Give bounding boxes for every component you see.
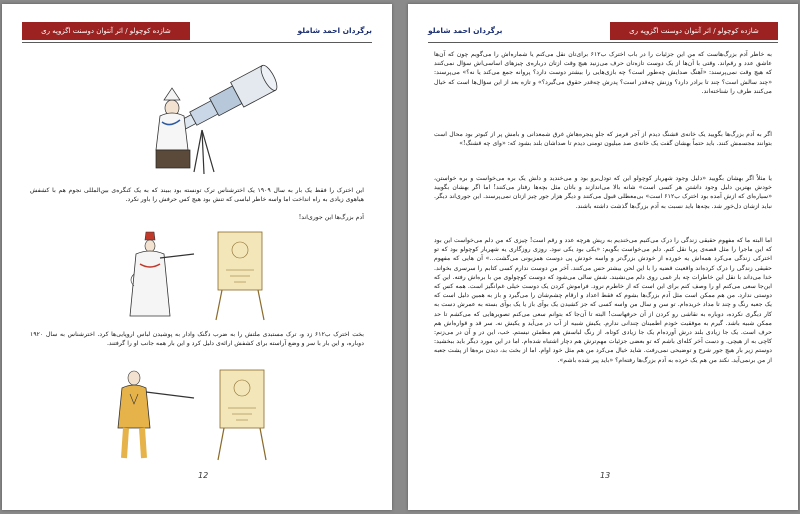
paragraph-astronomer-1909: این اخترک را فقط یک بار به سال ۱۹۰۹ یک اخترشناس ترک تونسته بود ببیند که به یک کنگره‌ی بین‌المللی نجوم هم با کشفش هیاهوی زیادی به راه انداخت اما واسه خاطر لباسی که تنش بود هیچ کس حرفش را باور نکرد. xyxy=(30,187,364,204)
page-number: 12 xyxy=(198,471,209,480)
paragraph-numbers-and-grownups: به خاطر آدم بزرگ‌هاست که من این جزئیات را در باب اخترک ب۶۱۲ برای‌تان نقل می‌کنم یا شماره‌اش را می‌گویم چون که آن‌ها عاشق عدد و رقم‌اند. وقتی با آن‌ها از یک دوست تازه‌تان حرف می‌زنید هیچ وقت ازتان درباره‌ی چیزهای اساسی‌اش سؤال نمی‌کنند که هیچ وقت نمی‌پرسند: «آهنگ صدایش چه‌طور است؟ چه بازی‌هایی را بیشتر دوست دارد؟ پروانه جمع می‌کند یا نه؟» می‌پرسند: «چند سالش است؟ چند تا برادر دارد؟ وزنش چه‌قدر است؟ پدرش چه‌قدر حقوق می‌گیرد؟» و تازه بعد از این سؤال‌ها است که خیال می‌کنند طرف را شناخته‌اند. xyxy=(434,51,772,95)
page-header xyxy=(428,22,778,40)
paragraph-little-prince-proof: یا مثلاً اگر بهشان بگویید «دلیل وجود شهریار کوچولو این که تودل‌برو بود و می‌خندید و دلش یک بره می‌خواست و بره خواستن، خودش بهترین دلیل وجود داشتن هر کسی است» شانه بالا می‌اندازند و باتان مثل بچه‌ها رفتار می‌کنند! اما اگر بهشان بگویید «سیاره‌ای که ازش آمده بود اخترک ب۶۱۲ است» بی‌معطلی قبول می‌کنند و دیگر هزار جور چیز ازتان نمی‌پرسند. این جوری‌اند دیگر. نباید ازشان دل‌خور شد. بچه‌ها باید نسبت به آدم بزرگ‌ها گذشت داشته باشند. xyxy=(434,175,772,210)
header-divider xyxy=(22,42,372,43)
astronomer-suit-illustration xyxy=(112,364,282,464)
page-number: 13 xyxy=(600,471,611,480)
left-page xyxy=(2,4,392,510)
header-translator: برگردان احمد شاملو xyxy=(297,26,372,35)
right-page xyxy=(408,4,798,510)
paragraph-fairy-tale-and-drawings: اما البته ما که مفهوم حقیقی زندگی را درک می‌کنیم می‌خندیم به ریش هرچه عدد و رقم است! چیزی که من دلم می‌خواست این بود که این ماجرا را مثل قصه‌ی پریا نقل کنم. دلم می‌خواست بگویم: «یکی بود یکی نبود. روزی روزگاری یه شهریار کوچولو بود که تو اخترکی زندگی می‌کرد همه‌اش یه خورده از خودش بزرگ‌تر و واسه خودش پی دوست همزبونی می‌گشت...» آن هایی که مفهوم حقیقی زندگی را درک کرده‌اند واقعیت قضیه را با این لحن بیشتر حس می‌کنند. آخر من دوست ندارم کسی کتابم را سرسری بخواند. خدا می‌داند با نقل این خاطرات چه بار غمی روی دلم می‌نشیند. شش سالی می‌شود که دوست کوچولوی من با بره‌اش رفته. این که این‌جا سعی می‌کنم او را وصف کنم برای این است که از خاطرم نرود. فراموش کردن یک دوست خیلی غم‌انگیز است. همه کس که دوستی ندارد. من هم ممکن است مثل آدم بزرگ‌ها بشوم که فقط اعداد و ارقام چشم‌شان را می‌گیرد و باز به همین دلیل است که یک جعبه رنگ و چند تا مداد خریده‌ام. تو سن و سال من واسه کسی که جز کشیدن یک بوآی باز یا یک بوآی بسته به عمرش دست به کار دیگری نکرده، دوباره به نقاشی رو کردن از آن حرفهاست! البته تا آن‌جا که بتوانم سعی می‌کنم تصویرهایی که می‌کشم تا حد ممکن شبیه باشد. گیرم به موفقیت خودم اطمینان چندانی ندارم. یکیش شبیه از آب در می‌آید و یکیش نه. سر قد و قواره‌اش هم حرف است. یک جا زیادی بلند درش آورده‌ام یک جا زیادی کوتاه. از رنگ لباسش هم مطمئن نیستم. خب، این در و آن در می‌زنم: کاچی به از هیچی. و دست آخر کله‌ای باشم که تو بعضی جزئیات مهم‌ترش هم دچار اشتباه شده‌ام. اما در این مورد دیگر باید ببخشید: دوستم زیر بار هیچ جور شرح و توضیحی نمی‌رفت. شاید خیال می‌کرد من هم مثل خود اوام. اما از بخت بد، دیدن بره‌ها از پشت جعبه از من برنمی‌آید. نکند من هم یک خرده به آدم بزرگ‌ها رفته‌ام؟ «باید پیر شده باشم». xyxy=(434,237,772,364)
paragraph-astronomer-1920: بخت اخترک ب۶۱۲ زد و، ترک مستبدی ملتش را به ضرب دگنک وادار به پوشیدن لباس اروپایی‌ها کرد. اخترشناس به سال ۱۹۲۰ دوباره، و این بار با سر و وضع آراسته برای کشفش ارائه‌ی دلیل کرد و این بار همه جانب او را گرفتند. xyxy=(30,331,364,348)
turkish-astronomer-robe-illustration xyxy=(122,224,282,324)
header-book-title: شازده کوچولو / اثر آنتوان دوسنت اگزوپه ری xyxy=(610,22,778,40)
page-header xyxy=(22,22,372,40)
paragraph-red-brick-house: اگر به آدم بزرگ‌ها بگویید یک خانه‌ی قشنگ دیدم از آجر قرمز که جلو پنجره‌هاش غرق شمعدانی و بامش پر از کبوتر بود محال است بتوانند مجسمش کنند. باید حتماً بهشان گفت یک خانه‌ی صد میلیون تومنی دیدم تا صداشان بلند بشود که: «وای چه قشنگ!» xyxy=(434,131,772,148)
paragraph-grownups-remark: آدم بزرگ‌ها این جوری‌اند! xyxy=(298,214,364,221)
header-book-title: شازده کوچولو / اثر آنتوان دوسنت اگزوپه ری xyxy=(22,22,190,40)
telescope-astronomer-illustration xyxy=(142,50,292,180)
header-divider xyxy=(428,42,778,43)
header-translator: برگردان احمد شاملو xyxy=(428,26,503,35)
